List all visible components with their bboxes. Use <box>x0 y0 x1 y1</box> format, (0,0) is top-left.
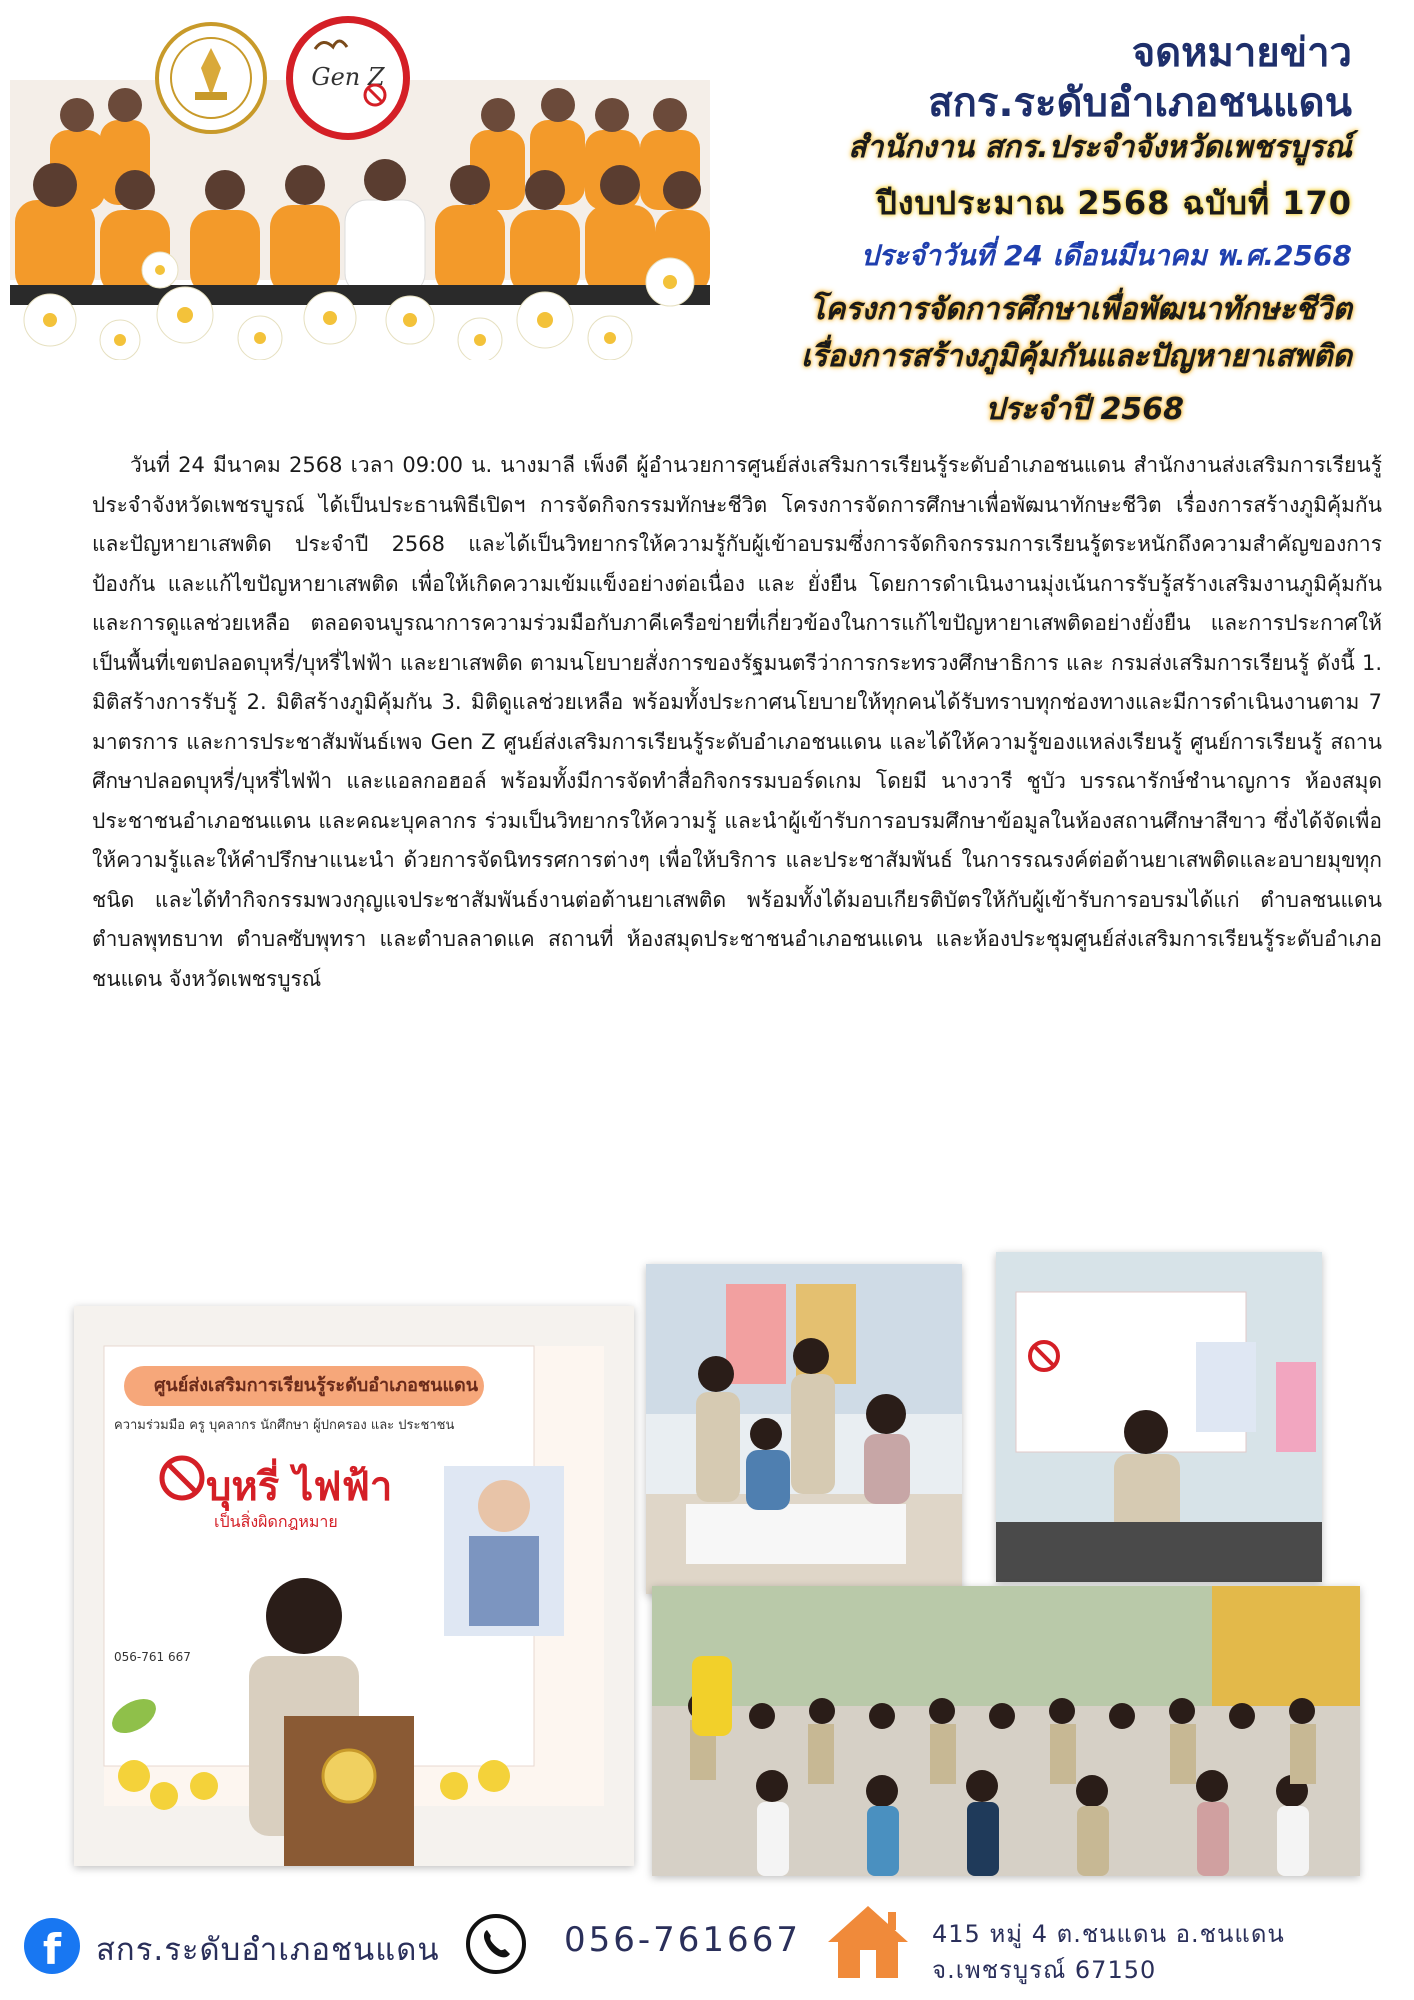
photo-speaker-podium <box>74 1306 634 1866</box>
banner-phone: 056-761 667 <box>114 1650 191 1664</box>
banner-headline: บุหรี่ ไฟฟ้า <box>206 1464 393 1510</box>
house-icon <box>826 1904 910 1980</box>
facebook-page-label[interactable]: สกร.ระดับอำเภอชนแดน <box>96 1932 440 1968</box>
newsletter-title: จดหมายข่าว <box>1131 30 1352 76</box>
department-logo <box>155 22 267 134</box>
banner-subtitle: ความร่วมมือ ครู บุคลากร นักศึกษา ผู้ปกครอง และ ประชาชน <box>114 1418 455 1433</box>
article-paragraph: วันที่ 24 มีนาคม 2568 เวลา 09:00 น. นางมาลี เพ็งดี ผู้อำนวยการศูนย์ส่งเสริมการเรียนรู้ระดับอำเภอชนแดน สำนักงานส่งเสริมการเรียนรู้ประจำจังหวัดเพชรบูรณ์ ได้เป็นประธานพิธีเปิดฯ การจัดกิจกรรมทักษะชีวิต โครงการจัดการศึกษาเพื่อพัฒนาทักษะชีวิต เรื่องการสร้างภูมิคุ้มกันและปัญหายาเสพติด ประจำปี 2568 และได้เป็นวิทยากรให้ความรู้กับผู้เข้าอบรมซึ่งการจัดกิจกรรมการเรียนรู้ตระหนักถึงความสำคัญของการป้องกัน และแก้ไขปัญหายาเสพติด เพื่อให้เกิดความเข้มแข็งอย่างต่อเนื่อง และ ยั่งยืน โดยการดำเนินงานมุ่งเน้นการรับรู้สร้างเสริมงานภูมิคุ้มกันและการดูแลช่วยเหลือ ตลอดจนบูรณาการความร่วมมือกับภาคีเครือข่ายที่เกี่ยวข้องในการแก้ไขปัญหายาเสพติดอย่างยั่งยืน และการประกาศให้เป็นพื้นที่เขตปลอดบุหรี่/บุหรี่ไฟฟ้า และยาเสพติด ตามนโยบายสั่งการของรัฐมนตรีว่าการกระทรวงศึกษาธิการ และ กรมส่งเสริมการเรียนรู้ ดังนี้ 1. มิติสร้างการรับรู้ 2. มิติสร้างภูมิคุ้มกัน 3. มิติดูแลช่วยเหลือ พร้อมทั้งประกาศนโยบายให้ทุกคนได้รับทราบทุกช่องทางและมีการดำเนินงานตาม 7 มาตรการ และการประชาสัมพันธ์เพจ Gen Z ศูนย์ส่งเสริมการเรียนรู้ระดับอำเภอชนแดน และได้ให้ความรู้ของแหล่งเรียนรู้ ศูนย์การเรียนรู้ สถานศึกษาปลอดบุหรี่/บุหรี่ไฟฟ้า และแอลกอฮอล์ พร้อมทั้งมีการจัดทำสื่อกิจกรรมบอร์ดเกม โดยมี นางวารี ชูบัว บรรณารักษ์ชำนาญการ ห้องสมุดประชาชนอำเภอชนแดน และคณะบุคลากร ร่วมเป็นวิทยากรให้ความรู้ และนำผู้เข้ารับการอบรมศึกษาข้อมูลในห้องสถานศึกษาสีขาว ซึ่งได้จัดเพื่อให้ความรู้และให้คำปรึกษาแนะนำ ด้วยการจัดนิทรรศการต่างๆ เพื่อให้บริการ และประชาสัมพันธ์ ในการรณรงค์ต่อต้านยาเสพติดและอบายมุขทุกชนิด และได้ทำกิจกรรมพวงกุญแจประชาสัมพันธ์งานต่อต้านยาเสพติด พร้อมทั้งได้มอบเกียรติบัตรให้กับผู้เข้ารับการอบรมได้แก่ ตำบลชนแดน ตำบลพุทธบาท ตำบลซับพุทรา และตำบลลาดแค สถานที่ ห้องสมุดประชาชนอำเภอชนแดน และห้องประชุมศูนย์ส่งเสริมการเรียนรู้ระดับอำเภอชนแดน จังหวัดเพชรบูรณ์ <box>92 453 1382 991</box>
project-title-line3: ประจำปี 2568 <box>985 392 1184 427</box>
banner-title: ศูนย์ส่งเสริมการเรียนรู้ระดับอำเภอชนแดน <box>154 1375 479 1396</box>
genz-logo-text: Gen Z <box>311 63 385 91</box>
project-title-line1: โครงการจัดการศึกษาเพื่อพัฒนาทักษะชีวิต <box>809 292 1352 327</box>
address-line2: จ.เพชรบูรณ์ 67150 <box>932 1956 1157 1984</box>
phone-icon[interactable] <box>466 1914 526 1974</box>
genz-logo <box>286 16 410 140</box>
newsletter-organization: สกร.ระดับอำเภอชนแดน <box>928 80 1352 126</box>
facebook-icon[interactable]: f <box>24 1918 80 1974</box>
address-line1: 415 หมู่ 4 ต.ชนแดน อ.ชนแดน <box>932 1920 1285 1948</box>
article-body <box>92 446 1382 999</box>
banner-caption: เป็นสิ่งผิดกฎหมาย <box>214 1512 338 1531</box>
photo-keychain-activity <box>996 1252 1322 1582</box>
phone-number[interactable]: 056-761667 <box>564 1920 801 1960</box>
office-name: สำนักงาน สกร.ประจำจังหวัดเพชรบูรณ์ <box>848 130 1352 165</box>
photo-participants-group <box>652 1586 1360 1876</box>
issue-number: ปีงบประมาณ 2568 ฉบับที่ 170 <box>876 184 1352 222</box>
photo-library-boardgame <box>646 1264 962 1594</box>
project-title-line2: เรื่องการสร้างภูมิคุ้มกันและปัญหายาเสพติด <box>801 339 1352 374</box>
issue-date: ประจำวันที่ 24 เดือนมีนาคม พ.ศ.2568 <box>860 239 1352 272</box>
